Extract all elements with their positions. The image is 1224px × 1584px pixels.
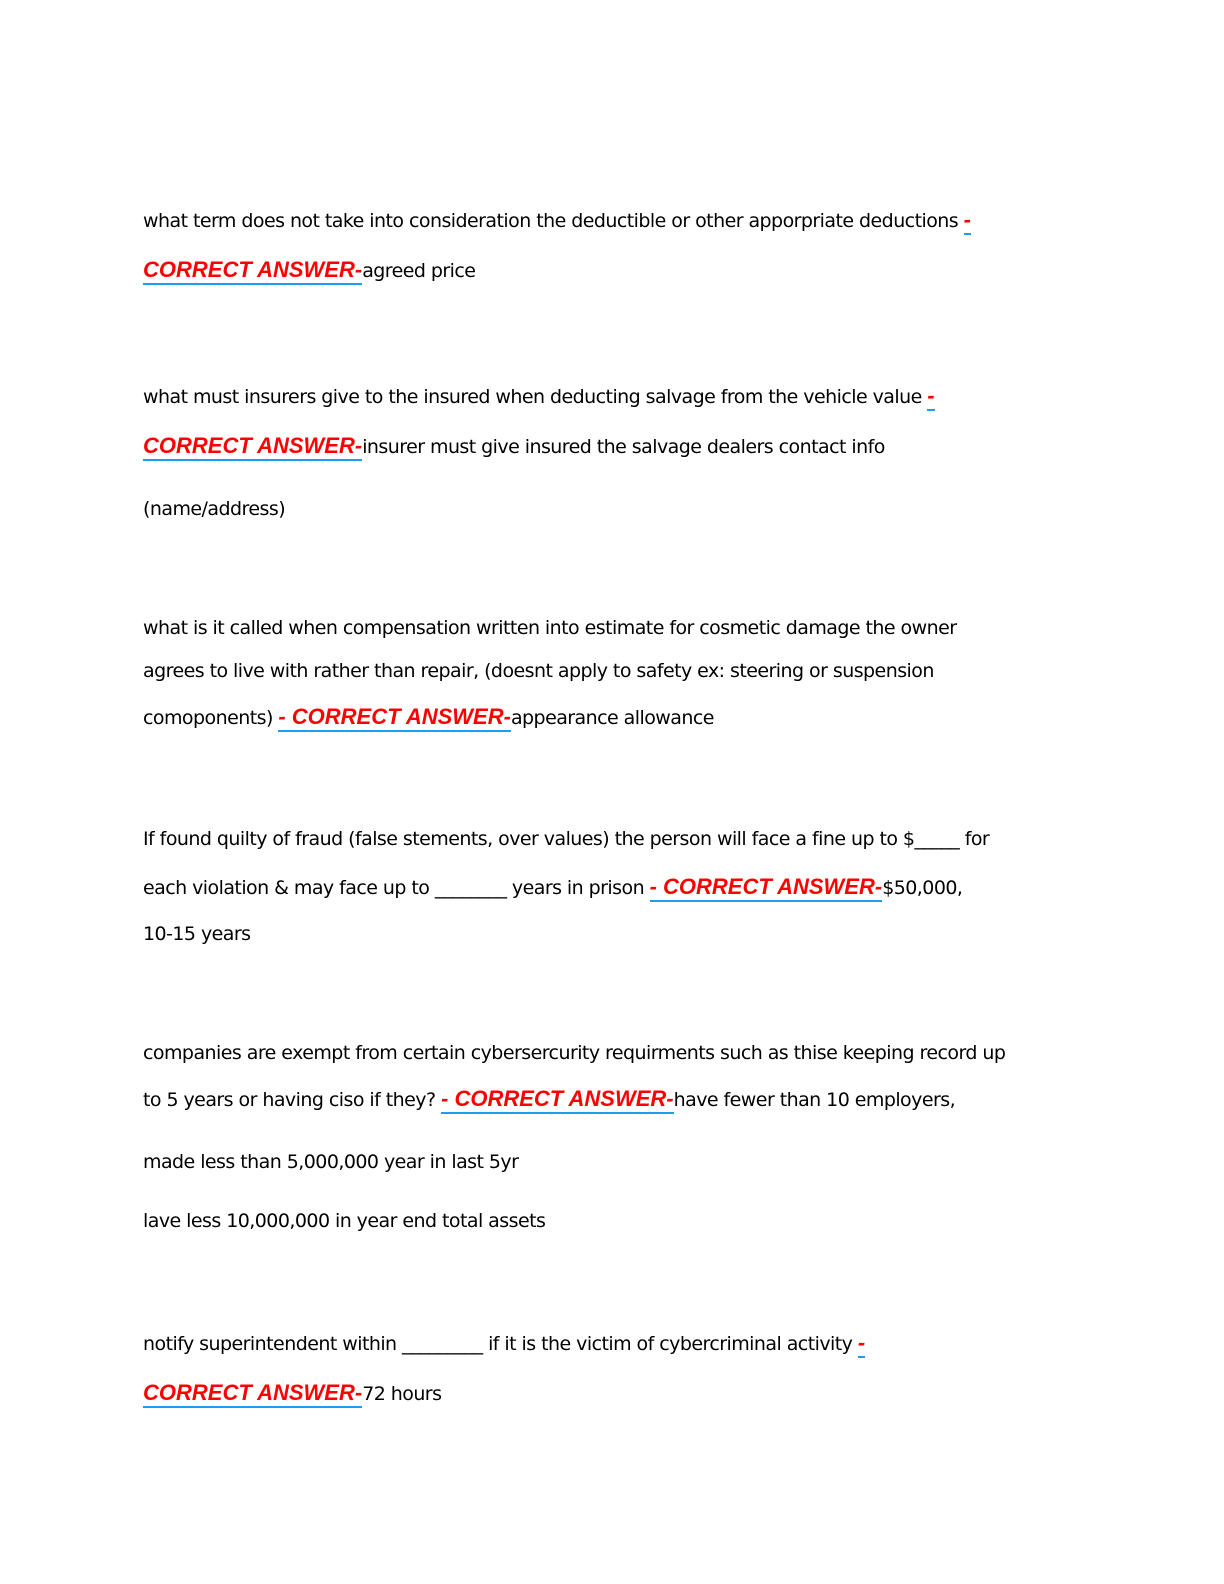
question-4-line-1: [143, 827, 989, 851]
question-2-line-2: [143, 434, 885, 459]
question-5-line-4: [143, 1209, 545, 1233]
question-1-line-1: [143, 208, 971, 233]
question-4-line-3: [143, 922, 251, 946]
correct-answer-marker: -: [964, 207, 971, 235]
answer-text: agreed price: [362, 260, 476, 282]
answer-text: $50,000,: [882, 877, 963, 899]
question-text: what is it called when compensation written into estimate for cosmetic damage the owner: [143, 617, 957, 639]
question-text: what term does not take into consideration the deductible or other apporpriate deductions: [143, 210, 964, 232]
answer-text: have fewer than 10 employers,: [673, 1089, 956, 1111]
question-text: notify superintendent within _________ if it is the victim of cybercriminal activity: [143, 1333, 858, 1355]
correct-answer-marker: - CORRECT ANSWER-: [650, 874, 883, 902]
question-1-line-2: [143, 258, 475, 283]
correct-answer-marker: -: [927, 383, 934, 411]
question-5-line-1: [143, 1041, 1005, 1065]
answer-text: lave less 10,000,000 in year end total assets: [143, 1210, 546, 1232]
question-text: companies are exempt from certain cybersercurity requirments such as thise keeping record up: [143, 1042, 1006, 1064]
correct-answer-marker: -: [858, 1330, 865, 1358]
question-2-line-3: [143, 497, 285, 521]
question-6-line-2: [143, 1381, 441, 1406]
question-3-line-1: [143, 616, 957, 640]
question-text: comoponents): [143, 707, 279, 729]
answer-text: 10-15 years: [143, 923, 251, 945]
question-text: to 5 years or having ciso if they?: [143, 1089, 441, 1111]
correct-answer-marker: CORRECT ANSWER-: [143, 1380, 362, 1408]
question-3-line-3: [143, 705, 714, 730]
correct-answer-marker: - CORRECT ANSWER-: [278, 704, 511, 732]
question-5-line-2: [143, 1087, 955, 1112]
question-5-line-3: [143, 1150, 518, 1174]
answer-text: 72 hours: [362, 1383, 442, 1405]
question-text: what must insurers give to the insured when deducting salvage from the vehicle value: [143, 386, 928, 408]
answer-text: (name/address): [143, 498, 286, 520]
answer-text: appearance allowance: [510, 707, 714, 729]
answer-text: insurer must give insured the salvage dealers contact info: [362, 436, 885, 458]
correct-answer-marker: CORRECT ANSWER-: [143, 257, 362, 285]
question-text: agrees to live with rather than repair, (doesnt apply to safety ex: steering or suspension: [143, 660, 934, 682]
question-text: each violation & may face up to ________ years in prison: [143, 877, 650, 899]
question-3-line-2: [143, 659, 934, 683]
question-text: If found quilty of fraud (false stements, over values) the person will face a fine up to $_____ for: [143, 828, 990, 850]
question-6-line-1: [143, 1331, 865, 1356]
question-2-line-1: [143, 384, 935, 409]
correct-answer-marker: - CORRECT ANSWER-: [441, 1086, 674, 1114]
correct-answer-marker: CORRECT ANSWER-: [143, 433, 362, 461]
question-4-line-2: [143, 875, 962, 900]
answer-text: made less than 5,000,000 year in last 5yr: [143, 1151, 519, 1173]
